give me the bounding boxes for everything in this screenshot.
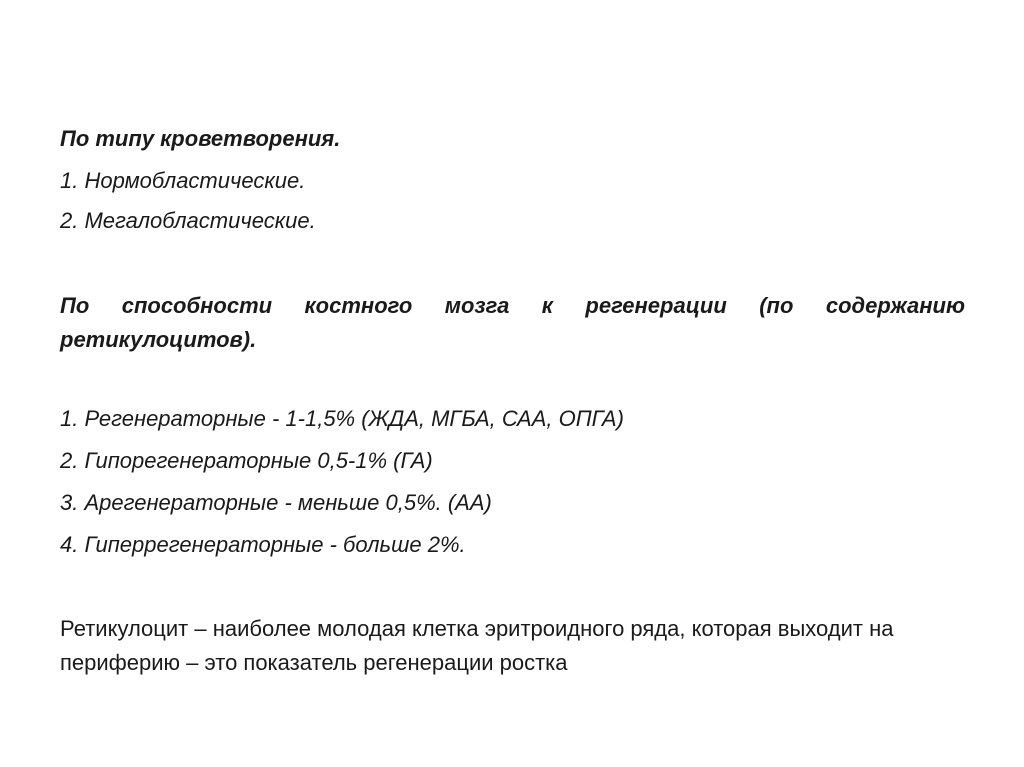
list-item: 1. Нормобластические. bbox=[60, 168, 306, 193]
list-item: 2. Гипорегенераторные 0,5-1% (ГА) bbox=[60, 448, 433, 473]
list-item: 4. Гиперрегенераторные - больше 2%. bbox=[60, 532, 466, 557]
list-item: 1. Регенераторные - 1-1,5% (ЖДА, МГБА, САА, ОПГА) bbox=[60, 406, 624, 431]
section-heading-hematopoiesis-type: По типу кроветворения. bbox=[60, 126, 341, 151]
list-item: 2. Мегалобластические. bbox=[60, 208, 316, 233]
reticulocyte-note: Ретикулоцит – наиболее молодая клетка эритроидного ряда, которая выходит на периферию – это показатель регенерации ростка bbox=[60, 616, 894, 675]
section-heading-regeneration: По способности костного мозга к регенерации (по содержанию ретикулоцитов). bbox=[60, 293, 965, 352]
list-item: 3. Арегенераторные - меньше 0,5%. (АА) bbox=[60, 490, 492, 515]
